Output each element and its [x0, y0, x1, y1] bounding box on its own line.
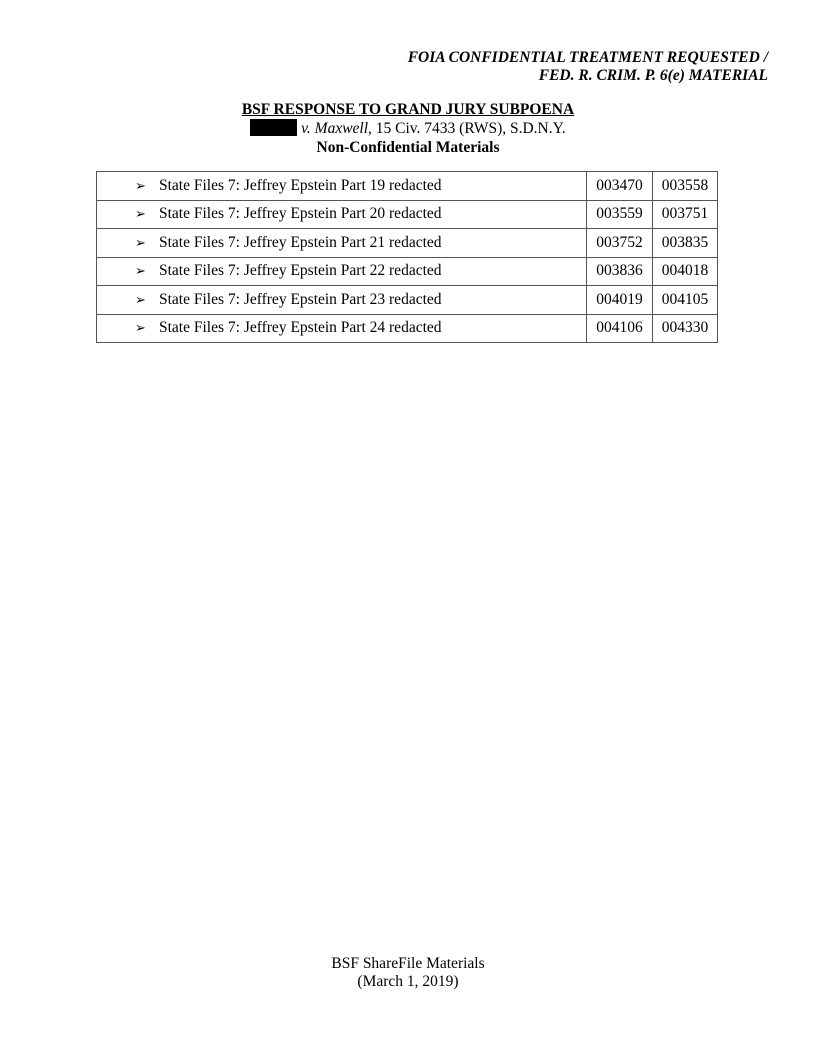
material-description: State Files 7: Jeffrey Epstein Part 22 redacted	[159, 262, 442, 280]
arrow-bullet-icon: ➢	[135, 234, 146, 250]
arrow-bullet-icon: ➢	[135, 291, 146, 307]
materials-table	[96, 171, 718, 343]
bates-end: 004330	[653, 314, 718, 343]
case-caption	[0, 119, 816, 138]
footer-line-2: (March 1, 2019)	[357, 973, 459, 990]
bates-end: 004018	[653, 257, 718, 286]
arrow-bullet-icon: ➢	[135, 263, 146, 279]
bates-end: 003558	[653, 172, 718, 201]
bates-end: 003835	[653, 229, 718, 258]
confidential-notice-line-2: FED. R. CRIM. P. 6(e) MATERIAL	[538, 67, 768, 84]
material-description: State Files 7: Jeffrey Epstein Part 21 redacted	[159, 233, 442, 251]
table-row	[97, 229, 718, 258]
document-title: BSF RESPONSE TO GRAND JURY SUBPOENA	[241, 101, 575, 118]
redaction-block	[250, 119, 297, 136]
document-heading	[0, 100, 816, 157]
bates-start: 004106	[587, 314, 653, 343]
arrow-bullet-icon: ➢	[135, 320, 146, 336]
material-description-cell	[97, 200, 587, 229]
material-description: State Files 7: Jeffrey Epstein Part 20 redacted	[159, 205, 442, 223]
table-row	[97, 314, 718, 343]
bates-start: 004019	[587, 286, 653, 315]
bates-start: 003752	[587, 229, 653, 258]
page-footer	[0, 955, 816, 991]
material-description-cell	[97, 286, 587, 315]
case-caption-detail: , 15 Civ. 7433 (RWS), S.D.N.Y.	[368, 120, 566, 137]
bates-end: 004105	[653, 286, 718, 315]
arrow-bullet-icon: ➢	[135, 177, 146, 193]
material-description-cell	[97, 229, 587, 258]
bates-start: 003559	[587, 200, 653, 229]
bates-end: 003751	[653, 200, 718, 229]
material-description: State Files 7: Jeffrey Epstein Part 19 redacted	[159, 176, 442, 194]
bates-start: 003470	[587, 172, 653, 201]
document-subtitle: Non-Confidential Materials	[316, 139, 500, 156]
material-description-cell	[97, 314, 587, 343]
confidential-notice-line-1: FOIA CONFIDENTIAL TREATMENT REQUESTED /	[407, 49, 768, 66]
table-row	[97, 286, 718, 315]
material-description-cell	[97, 257, 587, 286]
table-row	[97, 257, 718, 286]
material-description: State Files 7: Jeffrey Epstein Part 24 redacted	[159, 319, 442, 337]
case-caption-party: v. Maxwell	[301, 120, 369, 137]
table-row	[97, 200, 718, 229]
table-row	[97, 172, 718, 201]
material-description-cell	[97, 172, 587, 201]
confidential-notice	[408, 49, 768, 85]
arrow-bullet-icon: ➢	[135, 206, 146, 222]
bates-start: 003836	[587, 257, 653, 286]
material-description: State Files 7: Jeffrey Epstein Part 23 redacted	[159, 290, 442, 308]
footer-line-1: BSF ShareFile Materials	[331, 955, 485, 972]
